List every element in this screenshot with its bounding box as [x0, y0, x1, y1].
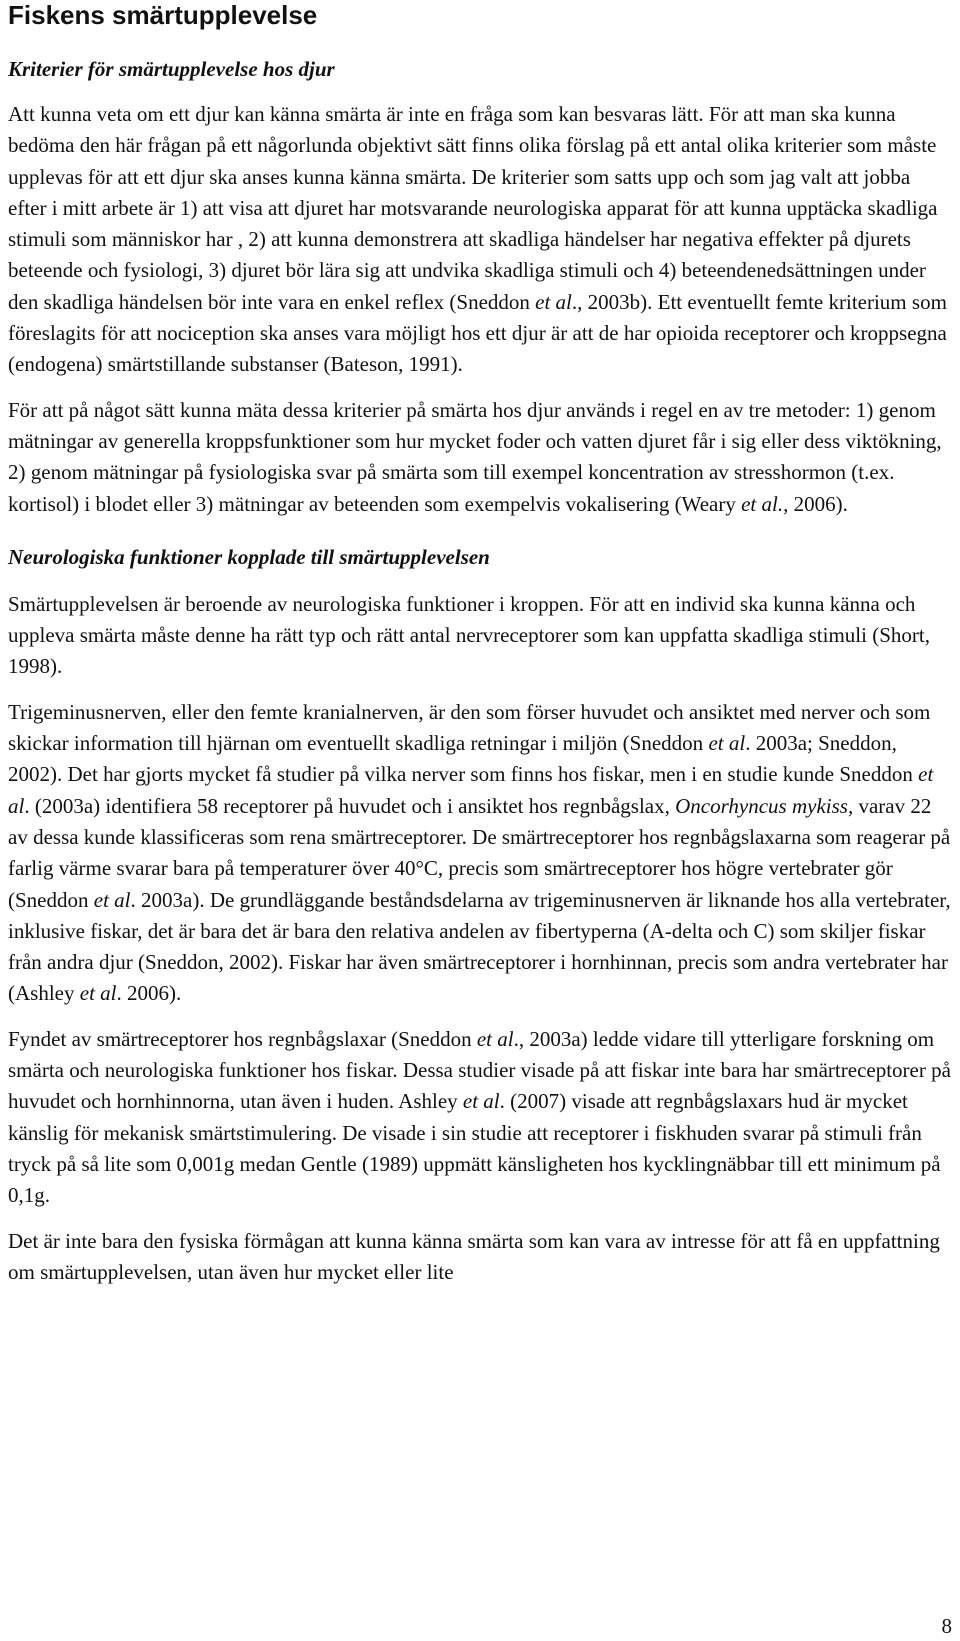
italic-run: Oncorhyncus mykiss,: [675, 793, 854, 818]
text-run: Att kunna veta om ett djur kan känna smärta är inte en fråga som kan besvaras lätt. För att man ska kunna bedöma den här frågan på ett någorlunda objektivt sätt finns olika förslag på ett antal olika kriterier som måste upplevas för att ett djur ska anses kunna känna smärta. De kriterier som satts upp och som jag valt att jobba efter i mitt arbete är 1) att visa att djuret har motsvarande neurologiska apparat för att kunna upptäcka skadliga stimuli som människor har , 2) att kunna demonstrera att skadliga händelser har negativa effekter på djurets beteende och fysiologi, 3) djuret bör lära sig att undvika skadliga stimuli och 4) beteendenedsättningen under den skadliga händelsen bör inte vara en enkel reflex (Sneddon: [8, 102, 938, 314]
text-run: Trigeminusnerven, eller den femte kranialnerven, är den som förser huvudet och ansiktet med nerver och som skickar information till hjärnan om eventuellt skadliga retningar i miljön (Sneddon: [8, 699, 931, 756]
italic-run: et al: [708, 731, 746, 756]
italic-run: et al: [476, 1026, 514, 1051]
text-run: Smärtupplevelsen är beroende av neurologiska funktioner i kroppen. För att en individ ska kunna känna och uppleva smärta måste denne ha rätt typ och rätt antal nervreceptorer som kan uppfatta skadliga stimuli (Short, 1998).: [8, 591, 930, 679]
text-run: ., 2003a) ledde vidare till ytterligare forskning om smärta och neurologiska funktioner hos fiskar. Dessa studier visade på att fiskar inte bara har smärtreceptorer på huvudet och hornhinnorna, utan även i huden. Ashley: [8, 1026, 951, 1114]
text-run: 2006).: [788, 491, 848, 516]
text-run: ., 2003b). Ett eventuellt femte kriterium som föreslagits för att nociception ska anses vara möjligt hos ett djur är att de har opioida receptorer och kroppsegna (endogena) smärtstillande substanser (Bateson, 1991).: [8, 289, 947, 377]
italic-run: et al.,: [741, 491, 789, 516]
italic-run: et al: [93, 887, 131, 912]
paragraph: [8, 99, 952, 381]
text-run: För att på något sätt kunna mäta dessa kriterier på smärta hos djur används i regel en av tre metoder: 1) genom mätningar av generella kroppsfunktioner som hur mycket foder och vatten djuret får i sig eller dess viktökning, 2) genom mätningar på fysiologiska svar på smärta som till exempel koncentration av stresshormon (t.ex. kortisol) i blodet eller 3) mätningar av beteenden som exempelvis vokalisering (Weary: [8, 397, 942, 516]
paragraph: [8, 589, 952, 683]
text-run: . 2003a). De grundläggande beståndsdelarna av trigeminusnerven är liknande hos alla vertebrater, inklusive fiskar, det är bara det är bara den relativa andelen av fibertyperna (A-delta och C) som skiljer fiskar från andra djur (Sneddon, 2002). Fiskar har även smärtreceptorer i hornhinnan, precis som andra vertebrater har (Ashley: [8, 887, 951, 1006]
paragraph: [8, 395, 952, 520]
text-run: Fyndet av smärtreceptorer hos regnbågslaxar (Sneddon: [8, 1026, 477, 1051]
italic-run: et al: [8, 762, 934, 818]
section-heading-neurology: Neurologiska funktioner kopplade till smärtupplevelsen: [8, 544, 490, 569]
text-run: Det är inte bara den fysiska förmågan att kunna känna smärta som kan vara av intresse för att få en uppfattning om smärtupplevelsen, utan även hur mycket eller lite: [8, 1228, 940, 1284]
section-heading-criteria: Kriterier för smärtupplevelse hos djur: [8, 57, 335, 81]
paragraph: [8, 1226, 952, 1289]
page-title: Fiskens smärtupplevelse: [8, 0, 318, 30]
page-number: 8: [941, 1614, 952, 1638]
paragraph: [8, 1024, 952, 1212]
text-run: . 2003a; Sneddon, 2002). Det har gjorts mycket få studier på vilka nerver som finns hos fiskar, men i en studie kunde Sneddon: [8, 731, 919, 787]
italic-run: et al: [535, 289, 572, 314]
italic-run: et al: [462, 1089, 500, 1114]
text-run: . (2003a) identifiera 58 receptorer på huvudet och i ansiktet hos regnbågslax,: [24, 793, 676, 818]
italic-run: et al: [79, 981, 117, 1006]
document-page: [8, 0, 952, 1288]
text-run: . 2006).: [116, 981, 182, 1006]
paragraph: [8, 697, 952, 1010]
text-run: varav 22 av dessa kunde klassificeras som rena smärtreceptorer. De smärtreceptorer hos regnbågslaxarna som reagerar på farlig värme svarar bara på temperaturer över 40°C, precis som smärtreceptorer hos högre vertebrater gör (Sneddon: [8, 793, 951, 912]
text-run: . (2007) visade att regnbågslaxars hud är mycket känslig för mekanisk smärtstimulering. De visade i sin studie att receptorer i fiskhuden svarar på stimuli från tryck på så lite som 0,001g medan Gentle (1989) uppmätt känsligheten hos kycklingnäbbar till ett minimum på 0,1g.: [8, 1089, 941, 1208]
